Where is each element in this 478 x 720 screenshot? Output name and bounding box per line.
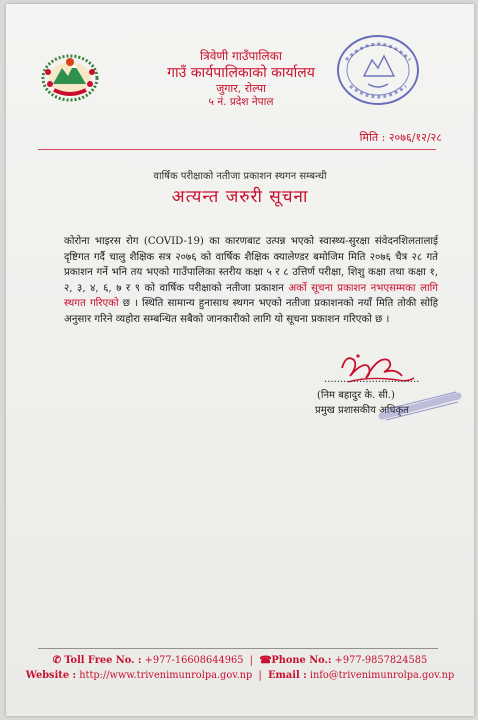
body-text-highlight: अर्को सूचना प्रकाशन नभएसम्मका लागि स्थगत गरिएको	[64, 282, 438, 310]
footer-contacts: ✆ Toll Free No. : +977-16608644965 | ☎Phone No.: +977-9857824585	[52, 655, 428, 666]
office-name: गाउँ कार्यपालिकाको कार्यालय	[167, 65, 315, 81]
notice-title: अत्यन्त जरुरी सूचना	[171, 187, 309, 207]
signatory-name: (निम बहादुर के. सी.)	[317, 390, 395, 401]
footer-divider	[38, 648, 438, 649]
body-text-part2: छ । स्थिति सामान्य हुनासाथ स्थगन भएको नतीजा प्रकाशनको नयाँ मिति तोकी सोहि अनुसार गरिने व्यहोरा सम्बन्धित सबैको जानकारीको लागि यो सूचना प्रकाशन गरिएको छ ।	[64, 298, 439, 325]
email-link[interactable]: info@trivenimunrolpa.gov.np	[309, 670, 455, 681]
notice-subject: वार्षिक परीक्षाको नतीजा प्रकाशन स्थगन सम्बन्धी	[153, 171, 327, 182]
header-divider	[38, 149, 436, 150]
phone-label: ☎Phone No.:	[259, 655, 332, 666]
email-label: Email :	[268, 670, 307, 681]
designation-stamp-icon	[378, 388, 462, 422]
office-header	[126, 48, 356, 109]
phone-value: +977-9857824585	[334, 655, 428, 666]
municipality-name: त्रिवेणी गाउँपालिका	[200, 49, 282, 63]
website-label: Website :	[25, 670, 77, 681]
signature-line: ..............................	[324, 374, 420, 385]
toll-free-value: +977-16608644965	[144, 655, 244, 666]
office-stamp-icon	[332, 30, 424, 110]
office-address: जुगार, रोल्पा	[216, 82, 266, 95]
province-line: ५ नं. प्रदेश नेपाल	[208, 96, 274, 108]
website-link[interactable]: http://www.trivenimunrolpa.gov.np	[79, 670, 253, 681]
footer-web: Website : http://www.trivenimunrolpa.gov.np | Email : info@trivenimunrolpa.gov.np	[25, 670, 455, 681]
signatory-title: प्रमुख प्रशासकीय अधिकृत	[315, 405, 409, 416]
body-text-part1: कोरोना भाइरस रोग (COVID-19) का कारणबाट उत्पन्न भएको स्वास्थ्य-सुरक्षा संवेदनशिलतालाई दृष्टिगत गर्दै चालु शैक्षिक सत्र २०७६ को वार्षिक शैक्षिक क्यालेण्डर बमोजिम मिति २०७६ चैत्र २८ गते प्रकाशन गर्ने भनि तय भएको गाउँपालिका स्तरीय कक्षा ५ र ८ उत्तिर्ण परीक्षा, शिशु कक्षा तथा कक्षा १, २, ३, ४, ६, ७ र ९ को वार्षिक परीक्षाको नतीजा प्रकाशन	[64, 236, 438, 294]
notice-document	[6, 4, 474, 716]
notice-body	[64, 234, 438, 328]
toll-free-label: ✆ Toll Free No. :	[52, 655, 142, 666]
nepal-emblem-icon	[40, 50, 100, 102]
issue-date: मिति : २०७६/१२/२८	[359, 131, 442, 144]
